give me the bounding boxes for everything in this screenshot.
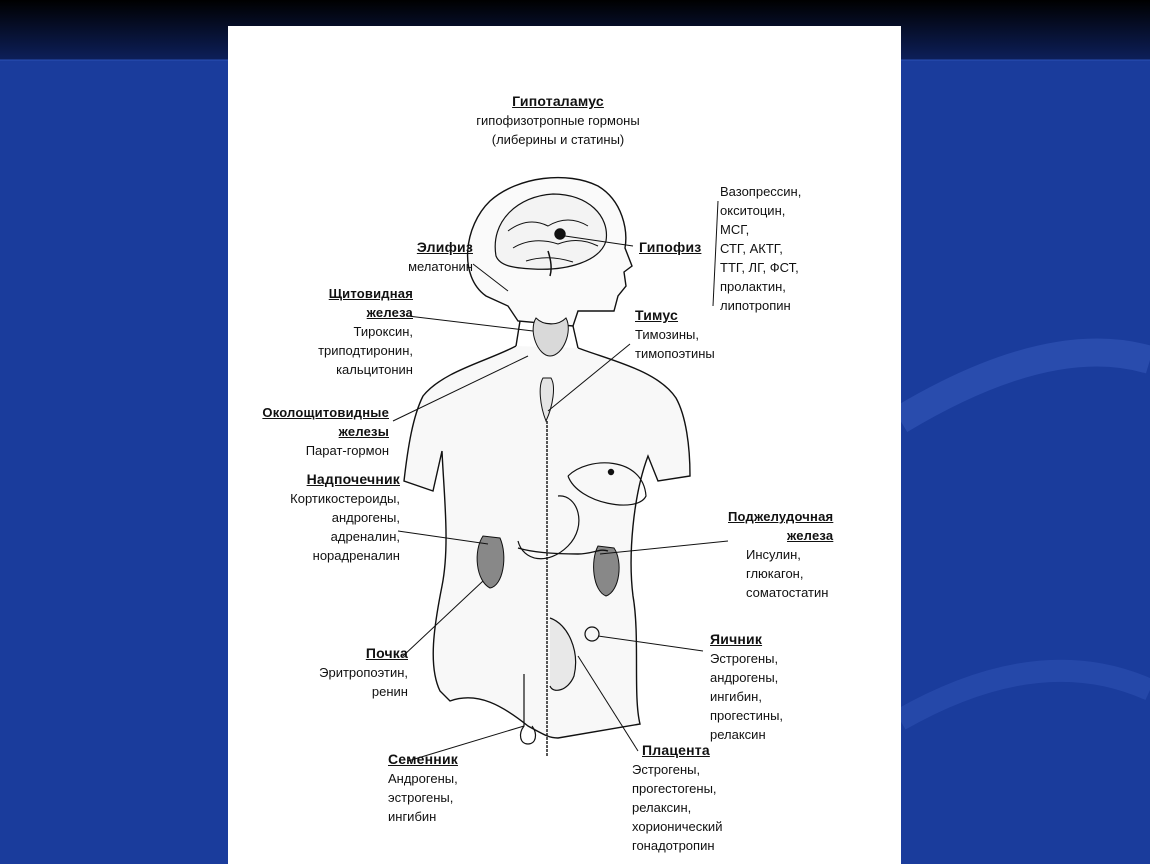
thymus-hormones: Тимозины, тимопоэтины bbox=[635, 327, 715, 361]
placenta-title: Плацента bbox=[642, 742, 710, 758]
ovary-title: Яичник bbox=[710, 631, 763, 647]
adrenal-hormones: Кортикостероиды, андрогены, адреналин, норадреналин bbox=[290, 491, 400, 563]
hypothalamus-hormones: гипофизотропные гормоны (либерины и статины) bbox=[476, 113, 640, 147]
label-kidney bbox=[278, 644, 408, 701]
parathyroid-hormones: Парат-гормон bbox=[305, 443, 389, 458]
label-pineal bbox=[348, 238, 473, 276]
label-placenta bbox=[632, 741, 722, 855]
pituitary-mark bbox=[555, 229, 565, 239]
thymus-title: Тимус bbox=[635, 307, 679, 323]
label-testis bbox=[388, 750, 458, 826]
thyroid-hormones: Тироксин, триподтиронин, кальцитонин bbox=[318, 324, 413, 377]
placenta-hormones: Эстрогены, прогестогены, релаксин, хорионический гонадотропин bbox=[632, 762, 723, 853]
label-parathyroid bbox=[232, 403, 389, 460]
kidney-hormones: Эритропоэтин, ренин bbox=[319, 665, 408, 699]
label-hypothalamus bbox=[443, 92, 673, 149]
pancreas-title: Поджелудочная железа bbox=[728, 509, 834, 543]
pineal-title: Элифиз bbox=[416, 239, 473, 255]
pineal-hormones: мелатонин bbox=[408, 259, 473, 274]
ovary-hormones: Эстрогены, андрогены, ингибин, прогестины, релаксин bbox=[710, 651, 784, 742]
pituitary-title: Гипофиз bbox=[639, 239, 702, 255]
label-pituitary-title bbox=[639, 238, 701, 257]
label-pituitary-hormones bbox=[720, 182, 801, 315]
label-pancreas bbox=[728, 507, 833, 602]
pituitary-hormones: Вазопрессин, окситоцин, МСГ, СТГ, АКТГ, ТТГ, ЛГ, ФСТ, пролактин, липотропин bbox=[720, 184, 802, 313]
diagram-slide bbox=[228, 26, 901, 864]
parathyroid-title: Околощитовидные железы bbox=[262, 405, 389, 439]
adrenal-title: Надпочечник bbox=[306, 471, 400, 487]
kidney-title: Почка bbox=[365, 645, 408, 661]
label-thymus bbox=[635, 306, 715, 363]
label-thyroid bbox=[288, 284, 413, 379]
label-ovary bbox=[710, 630, 783, 744]
testis-title: Семенник bbox=[388, 751, 458, 767]
thyroid-title: Щитовидная железа bbox=[328, 286, 413, 320]
testis-hormones: Андрогены, эстрогены, ингибин bbox=[388, 771, 458, 824]
pancreas-hormones: Инсулин, глюкагон, соматостатин bbox=[746, 547, 829, 600]
label-adrenal bbox=[258, 470, 400, 565]
hypothalamus-title: Гипоталамус bbox=[512, 93, 604, 109]
